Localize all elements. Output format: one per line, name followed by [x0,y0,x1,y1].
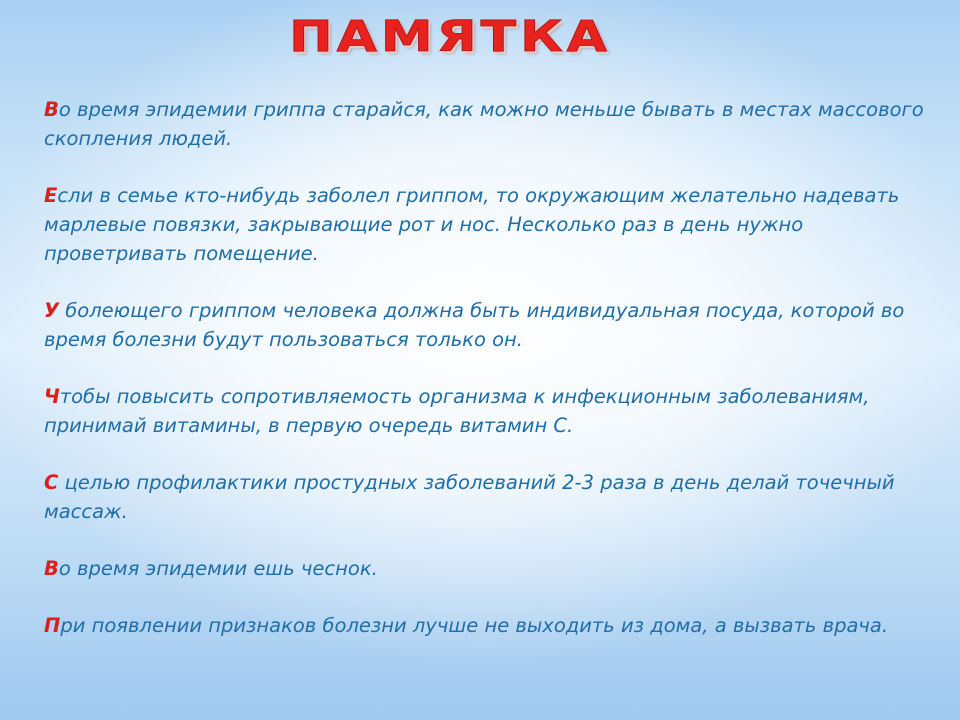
advice-item [44,554,924,583]
advice-text: о время эпидемии гриппа старайся, как можно меньше бывать в местах массового скопления людей. [44,98,924,150]
initial-letter: Ч [44,385,60,408]
advice-item [44,181,924,268]
initial-letter: В [44,98,59,121]
advice-item [44,382,924,440]
initial-letter: С [44,471,59,494]
initial-letter: У [44,299,60,322]
page-title: ПАМЯТКА [289,12,611,62]
advice-item [44,468,924,526]
advice-text: ри появлении признаков болезни лучше не выходить из дома, а вызвать врача. [60,614,889,637]
advice-item [44,95,924,153]
advice-item [44,296,924,354]
advice-text: болеющего гриппом человека должна быть индивидуальная посуда, которой во время болезни будут пользоваться только он. [44,299,905,351]
advice-text: о время эпидемии ешь чеснок. [58,557,378,580]
advice-text: тобы повысить сопротивляемость организма к инфекционным заболеваниям, принимай витамины, в первую очередь витамин С. [44,385,870,437]
initial-letter: П [44,614,61,637]
initial-letter: Е [44,184,58,207]
advice-text: целью профилактики простудных заболеваний 2-3 раза в день делай точечный массаж. [44,471,895,523]
advice-item [44,611,924,640]
advice-list [44,95,924,668]
initial-letter: В [44,557,59,580]
advice-text: сли в семье кто-нибудь заболел гриппом, то окружающим желательно надевать марлевые повязки, закрывающие рот и нос. Несколько раз в день нужно проветривать помещение. [44,184,900,265]
